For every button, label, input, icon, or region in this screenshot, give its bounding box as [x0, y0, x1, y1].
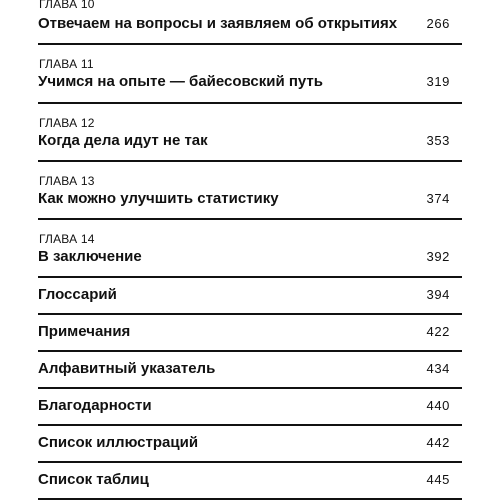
toc-entry-chapter-13	[38, 162, 462, 220]
entry-title: Отвечаем на вопросы и заявляем об открытиях	[38, 15, 398, 32]
toc-entry-list-of-illustrations	[38, 426, 462, 463]
page-number: 422	[426, 324, 450, 339]
page-number: 442	[426, 435, 450, 450]
page-number: 266	[426, 16, 450, 31]
page-number: 374	[426, 191, 450, 206]
entry-title: Глоссарий	[38, 286, 117, 303]
entry-title: Когда дела идут не так	[38, 132, 208, 149]
chapter-label: ГЛАВА 11	[39, 57, 94, 71]
page-number: 440	[426, 398, 450, 413]
toc-entry-chapter-12	[38, 104, 462, 162]
toc-entry-notes	[38, 315, 462, 352]
entry-title: Благодарности	[38, 397, 152, 414]
entry-title: Учимся на опыте — байесовский путь	[38, 73, 323, 90]
toc-entry-chapter-10	[38, 0, 462, 45]
entry-title: Список иллюстраций	[38, 434, 199, 451]
chapter-label: ГЛАВА 10	[39, 0, 95, 11]
table-of-contents	[38, 0, 462, 500]
page-number: 434	[426, 361, 450, 376]
toc-entry-acknowledgements	[38, 389, 462, 426]
entry-title: Список таблиц	[38, 471, 149, 488]
entry-title: В заключение	[38, 248, 142, 265]
entry-title: Примечания	[38, 323, 131, 340]
toc-entry-glossary	[38, 278, 462, 315]
entry-title: Алфавитный указатель	[38, 360, 216, 377]
page-number: 394	[426, 287, 450, 302]
page-number: 445	[426, 472, 450, 487]
page-number: 392	[426, 249, 450, 264]
toc-entry-index	[38, 352, 462, 389]
toc-entry-chapter-14	[38, 220, 462, 278]
page-number: 353	[426, 133, 450, 148]
toc-entry-list-of-tables	[38, 463, 462, 500]
chapter-label: ГЛАВА 13	[39, 174, 95, 188]
chapter-label: ГЛАВА 12	[39, 116, 95, 130]
entry-title: Как можно улучшить статистику	[38, 190, 279, 207]
chapter-label: ГЛАВА 14	[39, 232, 95, 246]
toc-entry-chapter-11	[38, 45, 462, 104]
page-number: 319	[426, 74, 450, 89]
